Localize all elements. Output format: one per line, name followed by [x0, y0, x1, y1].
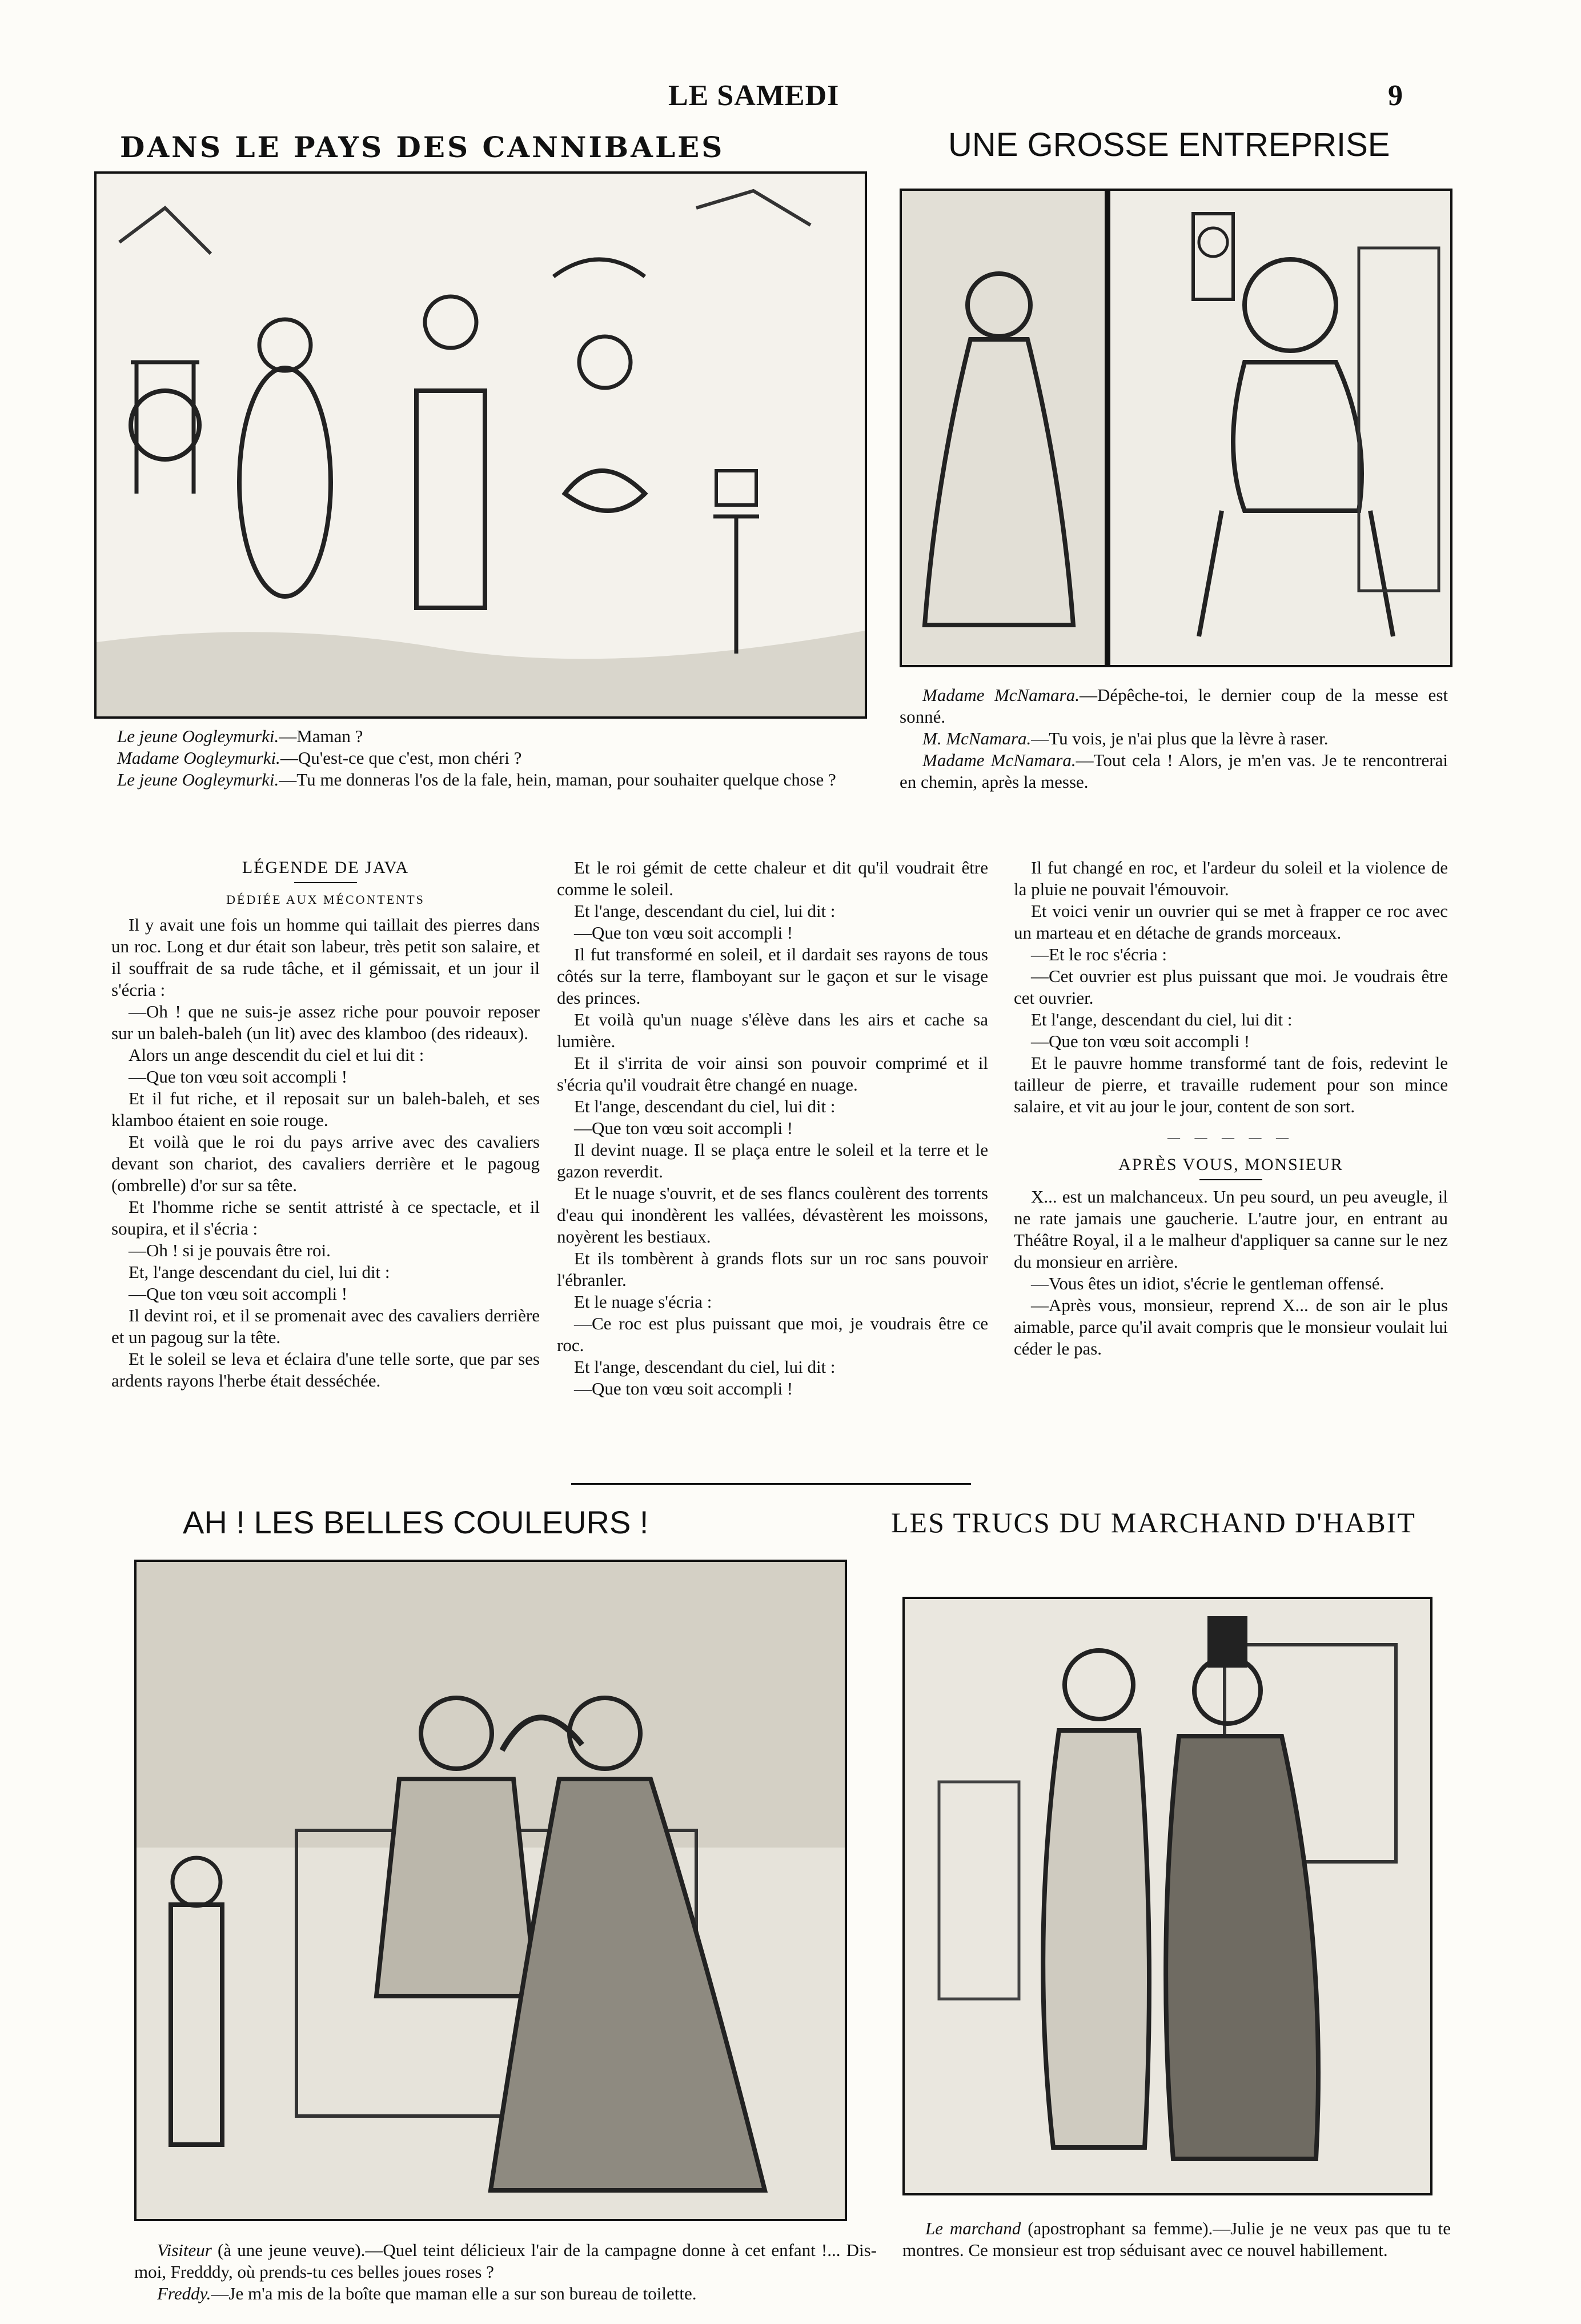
caption-speaker: Le jeune Oogleymurki. [117, 726, 279, 746]
marchand-illustration [902, 1597, 1432, 2195]
paragraph: Il devint roi, et il se promenait avec des cavaliers derrière et un pagoug sur la tête. [111, 1305, 540, 1347]
paragraph: —Que ton vœu soit accompli ! [574, 1118, 793, 1138]
legend-column-3 [1014, 857, 1448, 1360]
caption-speaker: Visiteur [157, 2240, 212, 2260]
paragraph: —Cet ouvrier est plus puissant que moi. Je voudrais être cet ouvrier. [1014, 966, 1448, 1008]
paragraph: —Après vous, monsieur, reprend X... de son air le plus aimable, parce qu'il avait compris que le monsieur voulait lui céder le pas. [1014, 1295, 1448, 1359]
caption-marchand: Le marchand (apostrophant sa femme).—Julie je ne veux pas que tu te montres. Ce monsieur est trop séduisant avec ce nouvel habillement. [902, 2218, 1451, 2260]
paragraph: —Vous êtes un idiot, s'écrie le gentleman offensé. [1031, 1273, 1385, 1293]
paragraph: —Et le roc s'écria : [1031, 944, 1167, 964]
paragraph: —Que ton vœu soit accompli ! [1031, 1031, 1250, 1051]
cartoon-title-entreprise: UNE GROSSE ENTREPRISE [948, 126, 1390, 163]
paragraph: Et l'homme riche se sentit attristé à ce spectacle, et il soupira, et il s'écria : [111, 1197, 540, 1239]
paragraph: Et voilà que le roi du pays arrive avec des cavaliers devant son chariot, des cavaliers derrière et le pagoug (ombrelle) d'or sur sa tête. [111, 1132, 540, 1195]
title-rule [1199, 1179, 1262, 1180]
paragraph: Il devint nuage. Il se plaça entre le soleil et la terre et le gazon reverdit. [557, 1140, 988, 1181]
paragraph: —Ce roc est plus puissant que moi, je voudrais être ce roc. [557, 1313, 988, 1355]
paragraph: Et le roi gémit de cette chaleur et dit qu'il voudrait être comme le soleil. [557, 858, 988, 899]
paragraph: Et le nuage s'ouvrit, et de ses flancs coulèrent des torrents d'eau qui inondèrent les vallées, dévastèrent les moissons, noyèrent les bestiaux. [557, 1183, 988, 1247]
running-head: LE SAMEDI [668, 79, 840, 112]
paragraph: Et voilà qu'un nuage s'élève dans les airs et cache sa lumière. [557, 1009, 988, 1051]
paragraph: Et l'ange, descendant du ciel, lui dit : [1031, 1009, 1293, 1029]
paragraph: —Oh ! si je pouvais être roi. [129, 1240, 331, 1260]
caption-speaker: Le jeune Oogleymurki. [117, 770, 279, 790]
mcnamara-illustration [900, 189, 1452, 667]
caption-speaker: Madame Oogleymurki. [117, 748, 280, 768]
paragraph: Et l'ange, descendant du ciel, lui dit : [574, 1357, 836, 1377]
title-rule [294, 882, 357, 883]
belles-couleurs-illustration [134, 1560, 847, 2221]
article-subtitle: DÉDIÉE AUX MÉCONTENTS [226, 892, 425, 907]
paragraph: Il y avait une fois un homme qui taillait des pierres dans un roc. Long et dur était son labeur, très petit son salaire, et il souffrait de sa rude tâche, et il gémissait, et un jour il s'écria : [111, 915, 540, 1000]
paragraph: —Que ton vœu soit accompli ! [574, 923, 793, 943]
caption-cannibales: Le jeune Oogleymurki.—Maman ? Madame Oogleymurki.—Qu'est-ce que c'est, mon chéri ? Le jeune Oogleymurki.—Tu me donneras l'os de la fale, hein, maman, pour souhaiter quelque chose ? [117, 726, 836, 790]
article-title-java: LÉGENDE DE JAVA [242, 858, 410, 877]
page-number: 9 [1388, 79, 1403, 112]
paragraph: Et le nuage s'écria : [574, 1292, 712, 1312]
caption-couleurs: Visiteur (à une jeune veuve).—Quel teint délicieux l'air de la campagne donne à cet enfant !... Dis-moi, Fredddy, où prends-tu ces belles joues roses ? Freddy.—Je m'a mis de la boîte que maman elle a sur son bureau de toilette. [134, 2240, 877, 2303]
legend-column-2 [557, 857, 988, 1400]
paragraph: Et le pauvre homme transformé tant de fois, redevint le tailleur de pierre, et travaille rudement pour son mince salaire, et vit au jour le jour, content de son sort. [1014, 1053, 1448, 1116]
cartoon-title-cannibales: DANS LE PAYS DES CANNIBALES [120, 130, 725, 164]
caption-speaker: Freddy. [157, 2283, 211, 2303]
cartoon-title-couleurs: AH ! LES BELLES COULEURS ! [183, 1504, 649, 1540]
caption-speaker: M. McNamara. [922, 728, 1032, 748]
paragraph: Et l'ange, descendant du ciel, lui dit : [574, 901, 836, 921]
cannibals-illustration [94, 171, 867, 719]
paragraph: Il fut transformé en soleil, et il dardait ses rayons de tous côtés sur la terre, flamboyant sur le gaçon et sur le visage des princes. [557, 944, 988, 1008]
paragraph: —Que ton vœu soit accompli ! [129, 1067, 348, 1087]
paragraph: Et ils tombèrent à grands flots sur un roc sans pouvoir l'ébranler. [557, 1248, 988, 1290]
separator-rule [571, 1483, 971, 1485]
caption-speaker: Madame McNamara. [922, 750, 1076, 770]
paragraph: Et il s'irrita de voir ainsi son pouvoir comprimé et il s'écria qu'il voudrait être changé en nuage. [557, 1053, 988, 1095]
paragraph: Et l'ange, descendant du ciel, lui dit : [574, 1096, 836, 1116]
paragraph: —Oh ! que ne suis-je assez riche pour pouvoir reposer sur un baleh-baleh (un lit) avec des klamboo (des rideaux). [111, 1001, 540, 1043]
paragraph: —Que ton vœu soit accompli ! [574, 1379, 793, 1399]
paragraph: Alors un ange descendit du ciel et lui dit : [129, 1045, 424, 1065]
article-title-apres: APRÈS VOUS, MONSIEUR [1118, 1155, 1343, 1174]
cartoon-title-marchand: LES TRUCS DU MARCHAND D'HABIT [891, 1506, 1416, 1538]
paragraph: Il fut changé en roc, et l'ardeur du soleil et la violence de la pluie ne pouvait l'émouvoir. [1014, 858, 1448, 899]
paragraph: X... est un malchanceux. Un peu sourd, un peu aveugle, il ne rate jamais une gaucherie. L'autre jour, en entrant au Théâtre Royal, il a le malheur d'appliquer sa canne sur le nez du monsieur en arrière. [1014, 1187, 1448, 1272]
section-divider: — — — — — [1167, 1130, 1294, 1144]
caption-speaker: Le marchand [925, 2218, 1021, 2238]
paragraph: Et le soleil se leva et éclaira d'une telle sorte, que par ses ardents rayons l'herbe était desséchée. [111, 1349, 540, 1391]
paragraph: Et il fut riche, et il reposait sur un baleh-baleh, et ses klamboo étaient en soie rouge. [111, 1088, 540, 1130]
caption-speaker: Madame McNamara. [922, 685, 1080, 705]
paragraph: Et, l'ange descendant du ciel, lui dit : [129, 1262, 390, 1282]
paragraph: —Que ton vœu soit accompli ! [129, 1284, 348, 1304]
paragraph: Et voici venir un ouvrier qui se met à frapper ce roc avec un marteau et en détache de grands morceaux. [1014, 901, 1448, 943]
caption-entreprise: Madame McNamara.—Dépêche-toi, le dernier coup de la messe est sonné. M. McNamara.—Tu vois, je n'ai plus que la lèvre à raser. Madame McNamara.—Tout cela ! Alors, je m'en vas. Je te rencontrerai en chemin, après la messe. [900, 685, 1448, 792]
legend-column-1 [111, 857, 540, 1392]
